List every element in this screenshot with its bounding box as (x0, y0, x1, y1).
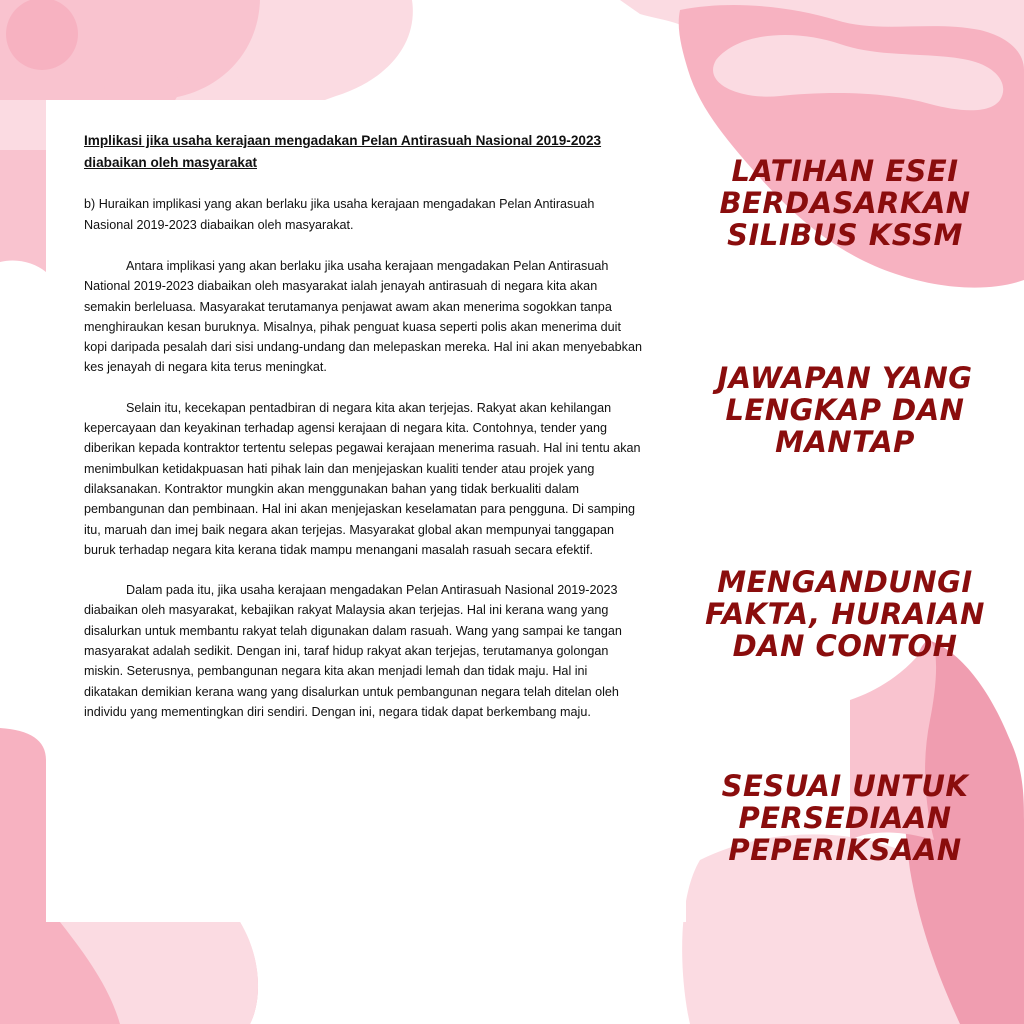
blob-top-left-circle (6, 0, 78, 70)
document-question: b) Huraikan implikasi yang akan berlaku jika usaha kerajaan mengadakan Pelan Antirasuah Nasional 2019-2023 diabaikan oleh masyarakat. (84, 197, 595, 232)
side-heading-mengandungi-fakta: MENGANDUNGI FAKTA, HURAIAN DAN CONTOH (705, 565, 985, 663)
side-heading-sesuai-peperiksaan: SESUAI UNTUK PERSEDIAAN PEPERIKSAAN (721, 769, 969, 867)
document-paragraph-1: Antara implikasi yang akan berlaku jika usaha kerajaan mengadakan Pelan Antirasuah National 2019-2023 diabaikan oleh masyarakat ialah jenayah antirasuah di negara kita akan semakin berleluasa. Masyarakat terutamanya penjawat awam akan menerima sogokkan tanpa menghiraukan kesan buruknya. Misalnya, pihak penguat kuasa seperti polis akan menerima duit kopi daripada pesalah dari sisi undang-undang dan melepaskan mereka. Hal ini akan menyebabkan kes jenayah di negara kita terus meningkat. (84, 259, 642, 375)
document-page (46, 100, 686, 922)
blob-left-edge (0, 150, 46, 272)
document-paragraph-2: Selain itu, kecekapan pentadbiran di negara kita akan terjejas. Rakyat akan kehilangan kepercayaan dan keyakinan terhadap agensi kerajaan di negara kita. Contohnya, tender yang diberikan kepada kontraktor tertentu selepas pegawai kerajaan menerima rasuah. Hal ini tentu akan menimbulkan ketidakpuasan hati pihak lain dan menjejaskan kualiti tender atau projek yang dilaksanakan. Kontraktor mungkin akan menggunakan bahan yang tidak berkualiti dalam pembangunan dan pembinaan. Hal ini akan menjejaskan keselamatan para pengguna. Di samping itu, maruah dan imej baik negara akan terjejas. Masyarakat global akan mempunyai tanggapan buruk terhadap negara kita kerana tidak mampu menangani masalah rasuah secara efektif. (84, 400, 641, 557)
document-title: Implikasi jika usaha kerajaan mengadakan Pelan Antirasuah Nasional 2019-2023 diabaikan oleh masyarakat (84, 133, 602, 170)
side-heading-jawapan-lengkap: JAWAPAN YANG LENGKAP DAN MANTAP (717, 361, 973, 459)
document-paragraph-3: Dalam pada itu, jika usaha kerajaan mengadakan Pelan Antirasuah Nasional 2019-2023 diabaikan oleh masyarakat, kebajikan rakyat Malaysia akan terjejas. Hal ini kerana wang yang disalurkan untuk membantu rakyat telah digunakan dalam rasuah. Wang yang sampai ke tangan masyarakat adalah sedikit. Dengan ini, taraf hidup rakyat akan terjejas, terutamanya golongan miskin. Seterusnya, pembangunan negara kita akan menjadi lemah dan tidak maju. Hal ini dikatakan demikian kerana wang yang disalurkan untuk pembangunan negara telah ditelan oleh individu yang mementingkan diri sendiri. Dengan ini, negara tidak dapat berkembang maju. (84, 583, 622, 719)
side-heading-latihan-esei: LATIHAN ESEI BERDASARKAN SILIBUS KSSM (719, 154, 971, 252)
